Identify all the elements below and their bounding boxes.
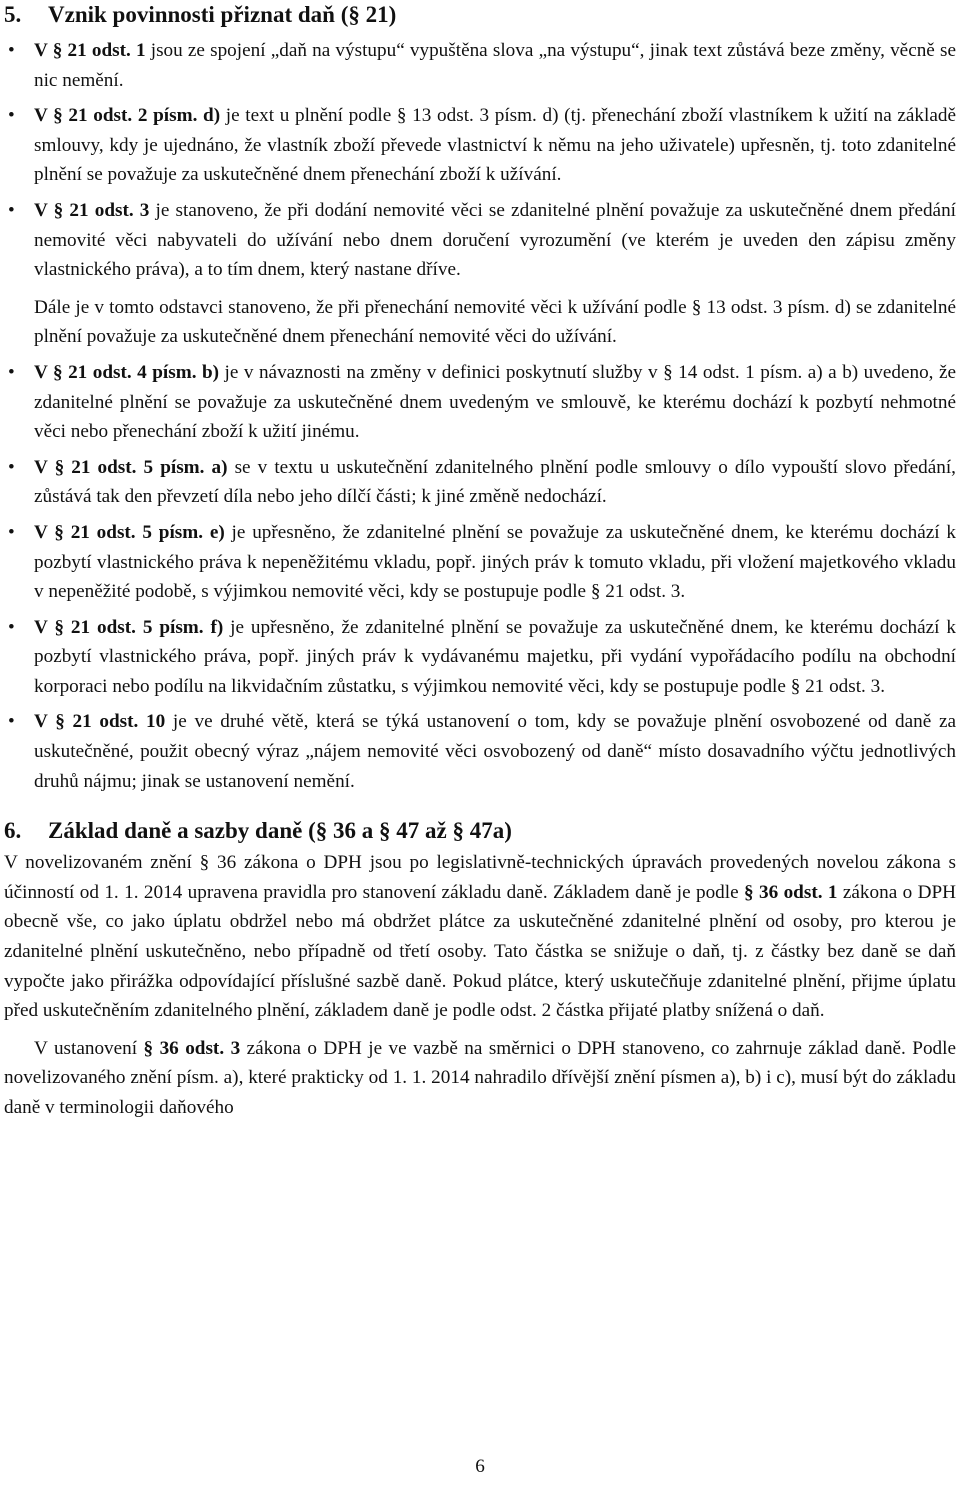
list-item	[4, 36, 956, 95]
legal-ref: V § 21 odst. 5 písm. e)	[34, 521, 225, 543]
item-text: je stanoveno, že při dodání nemovité věci se zdanitelné plnění považuje za uskutečněné dnem předání nemovité věci nabyvateli do užívání nebo dnem doručení vyrozumění (ve kterém je uveden den zápisu změny vlastnického práva), a to tím dnem, který nastane dříve.	[34, 199, 956, 281]
list-item	[4, 358, 956, 447]
list-item	[4, 707, 956, 796]
item-text: je upřesněno, že zdanitelné plnění se považuje za uskutečněné dnem, ke kterému dochází k pozbytí vlastnického práva, popř. jiných práv k vydávanému majetku, při vydání vypořádacího podílu na obchodní korporaci nebo podílu na likvidačním zůstatku, s výjimkou nemovité věci, kdy se postupuje podle § 21 odst. 3.	[34, 616, 957, 697]
legal-ref: V § 21 odst. 1	[34, 40, 146, 61]
page-number: 6	[475, 1456, 485, 1477]
legal-ref: § 36 odst. 1	[744, 881, 838, 903]
section-5-list	[4, 36, 956, 796]
legal-ref: V § 21 odst. 2 písm. d)	[34, 105, 221, 127]
legal-ref: § 36 odst. 3	[143, 1037, 241, 1059]
item-text: je ve druhé větě, která se týká ustanovení o tom, kdy se považuje plnění osvobozené od daně za uskutečněné, použit obecný výraz „nájem nemovité věci osvobozený od daně“ místo dosavadního výčtu jednotlivých druhů nájmu; jinak se ustanovení nemění.	[34, 711, 956, 792]
section-number: 6.	[4, 818, 22, 844]
legal-ref: V § 21 odst. 5 písm. a)	[34, 456, 228, 478]
list-item	[4, 101, 956, 190]
paragraph-text: zákona o DPH je ve vazbě na směrnici o DPH stanoveno, co zahrnuje základ daně. Podle novelizovaného znění písm. a), které prakticky od 1. 1. 2014 nahradilo dřívější znění písmen a), b) i c), musí být do základu daně v terminologii daňového	[4, 1037, 956, 1118]
item-extra-paragraph: Dále je v tomto odstavci stanoveno, že při přenechání nemovité věci k užívání podle § 13 odst. 3 písm. d) se zdanitelné plnění považuje za uskutečněné dnem přenechání nemovité věci do užívání.	[34, 296, 956, 348]
list-item	[4, 196, 956, 352]
legal-ref: V § 21 odst. 10	[34, 711, 166, 733]
paragraph-text: V novelizovaném znění § 36 zákona o DPH jsou po legislativně-technických úpravách provedených novelou zákona s účinností od 1. 1. 2014 upravena pravidla pro stanovení základu daně. Základem daně je podle	[4, 852, 956, 903]
section-6-paragraph-2	[4, 1034, 956, 1123]
item-text: se v textu u uskutečnění zdanitelného plnění podle smlouvy o dílo vypouští slovo předání, zůstává tak den převzetí díla nebo jeho dílčí části; k jiné změně nedochází.	[34, 456, 956, 508]
paragraph-text: V ustanovení	[34, 1037, 144, 1059]
paragraph-text: zákona o DPH obecně vše, co jako úplatu obdržel nebo má obdržet plátce za uskutečněné zdanitelné plnění od osoby, pro kterou je zdanitelné plnění uskutečněno, nebo případně od třetí osoby. Tato částka se snižuje o daň, tj. z částky bez daně se daň vypočte jako přirážka odpovídající příslušné sazbě daně. Pokud plátce, který uskutečňuje zdanitelné plnění, přijme úplatu před uskutečněním zdanitelného plnění, základem daně je podle odst. 2 částka přijaté platby snížená o daň.	[4, 881, 956, 1022]
section-title: Vznik povinnosti přiznat daň (§ 21)	[48, 2, 397, 27]
section-6-paragraph-1	[4, 848, 956, 1026]
section-6-heading	[4, 816, 956, 848]
item-text: je text u plnění podle § 13 odst. 3 písm. d) (tj. přenechání zboží vlastníkem k užití na základě smlouvy, kdy je ujednáno, že vlastník zboží převede vlastnictví k němu na jeho uživatele) upřesněn, tj. toto zdanitelné plnění se považuje za uskutečněné dnem přenechání zboží k užívání.	[34, 105, 956, 186]
legal-ref: V § 21 odst. 4 písm. b)	[34, 361, 220, 383]
list-item	[4, 613, 956, 702]
item-text: jsou ze spojení „daň na výstupu“ vypuštěna slova „na výstupu“, jinak text zůstává beze změny, věcně se nic nemění.	[34, 40, 956, 91]
legal-ref: V § 21 odst. 5 písm. f)	[34, 616, 224, 638]
list-item	[4, 518, 956, 607]
legal-ref: V § 21 odst. 3	[34, 199, 150, 221]
item-text: je v návaznosti na změny v definici poskytnutí služby v § 14 odst. 1 písm. a) a b) uvedeno, že zdanitelné plnění se považuje za uskutečněné dnem uvedeným ve smlouvě, ke kterému dochází k pozbytí nehmotné věci nebo přenechání zboží k užití jinému.	[34, 361, 956, 443]
section-number: 5.	[4, 2, 22, 27]
list-item	[4, 453, 956, 512]
section-title: Základ daně a sazby daně (§ 36 a § 47 až § 47a)	[48, 818, 512, 844]
section-5-heading	[4, 0, 956, 32]
item-text: je upřesněno, že zdanitelné plnění se považuje za uskutečněné dnem, ke kterému dochází k pozbytí vlastnického práva k nepeněžitému vkladu, popř. jiných práv k tomuto vkladu, při vložení majetkového vkladu v nepeněžité podobě, s výjimkou nemovité věci, kdy se postupuje podle § 21 odst. 3.	[34, 521, 956, 603]
